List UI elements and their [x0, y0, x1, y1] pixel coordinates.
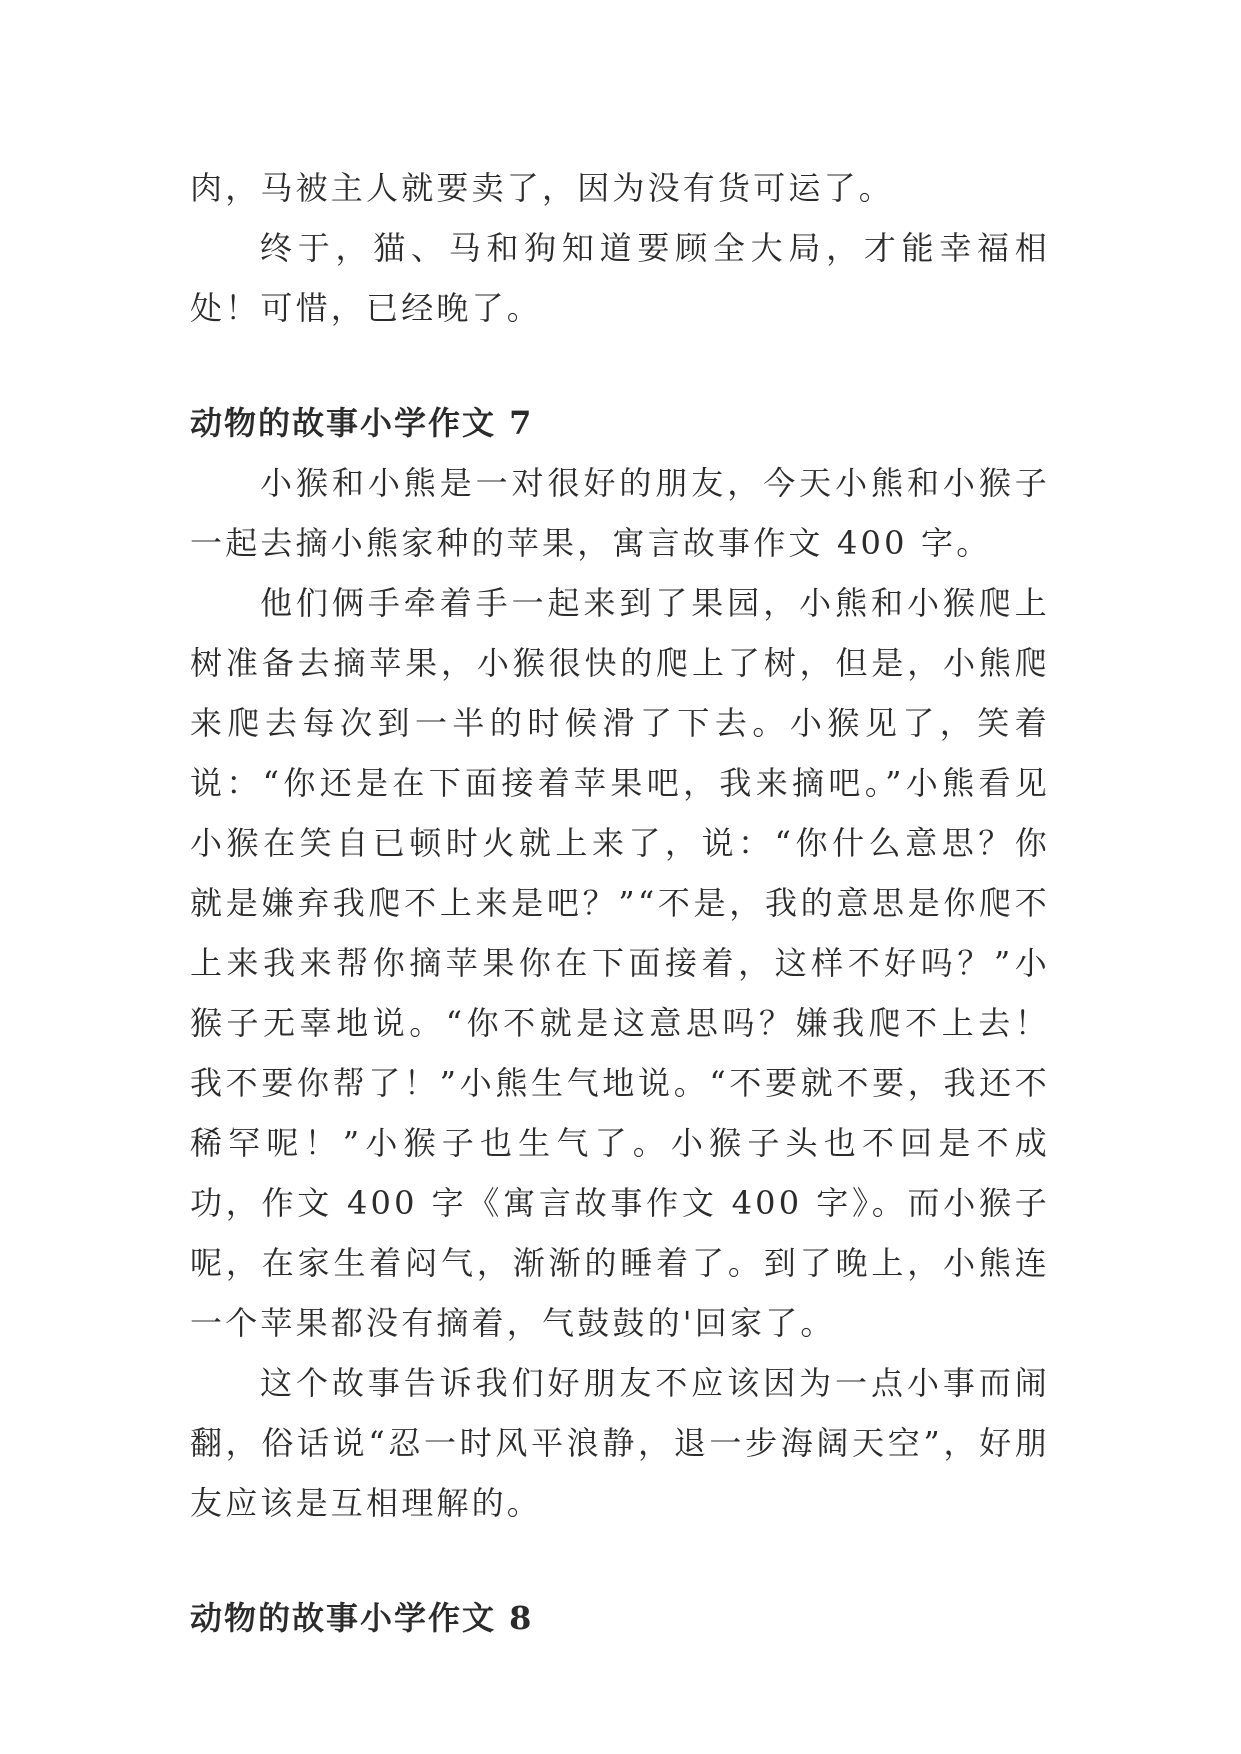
document-body — [190, 158, 1050, 1648]
section-spacer — [190, 1533, 1050, 1588]
section-spacer — [190, 338, 1050, 393]
section-title-7: 动物的故事小学作文 7 — [190, 404, 534, 442]
paragraph-conclusion: 终于，猫、马和狗知道要顾全大局，才能幸福相处！可惜，已经晚了。 — [190, 229, 1050, 327]
section-title-8: 动物的故事小学作文 8 — [190, 1599, 534, 1637]
paragraph-moral: 这个故事告诉我们好朋友不应该因为一点小事而闹翻，俗话说“忍一时风平浪静，退一步海阔天空”，好朋友应该是互相理解的。 — [190, 1364, 1050, 1522]
paragraph-continued: 肉，马被主人就要卖了，因为没有货可运了。 — [190, 169, 895, 207]
paragraph-story: 他们俩手牵着手一起来到了果园，小熊和小猴爬上树准备去摘苹果，小猴很快的爬上了树，但是，小熊爬来爬去每次到一半的时候滑了下去。小猴见了，笑着说：“你还是在下面接着苹果吧，我来摘吧。”小熊看见小猴在笑自已顿时火就上来了，说：“你什么意思？你就是嫌弃我爬不上来是吧？”“不是，我的意思是你爬不上来我来帮你摘苹果你在下面接着，这样不好吗？”小猴子无辜地说。“你不就是这意思吗？嫌我爬不上去！我不要你帮了！”小熊生气地说。“不要就不要，我还不稀罕呢！”小猴子也生气了。小猴子头也不回是不成功，作文 400 字《寓言故事作文 400 字》。而小猴子呢，在家生着闷气，渐渐的睡着了。到了晚上，小熊连一个苹果都没有摘着，气鼓鼓的'回家了。 — [190, 584, 1050, 1342]
paragraph-intro: 小猴和小熊是一对很好的朋友，今天小熊和小猴子一起去摘小熊家种的苹果，寓言故事作文 400 字。 — [190, 464, 1050, 562]
